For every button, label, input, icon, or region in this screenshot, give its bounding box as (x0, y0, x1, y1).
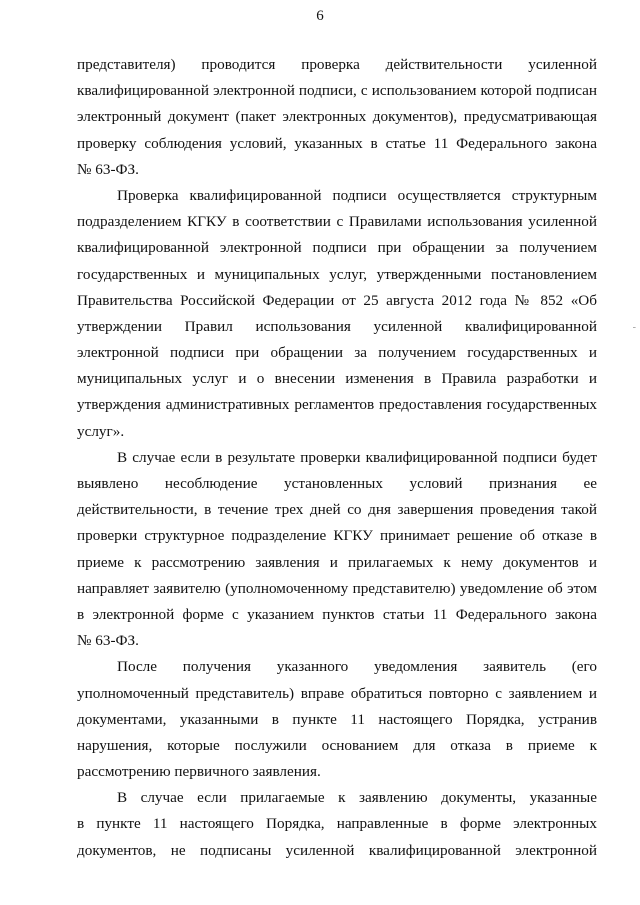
paragraph-verification-procedure (77, 183, 597, 445)
text-line: проверку соблюдения условий, указанных в статье 11 Федерального закона (77, 134, 597, 152)
text-line: нарушения, которые послужили основанием для отказа в приеме к (77, 736, 597, 754)
text-line: электронный документ (пакет электронных документов), предусматривающая (77, 108, 597, 126)
text-line: квалифицированной электронной подписи при обращении за получением (77, 239, 597, 257)
paragraph-unsigned-documents (77, 785, 597, 864)
text-line: государственных и муниципальных услуг, утвержденными постановлением (77, 265, 597, 283)
text-line: электронной подписи при обращении за получением государственных и (77, 344, 597, 362)
text-line: В случае если прилагаемые к заявлению документы, указанные (117, 789, 597, 807)
text-line: услуг». (77, 422, 125, 440)
text-line: в электронной форме с указанием пунктов статьи 11 Федерального закона (77, 605, 597, 623)
text-line: в пункте 11 настоящего Порядка, направленные в форме электронных (77, 815, 597, 833)
document-body (77, 52, 597, 864)
text-line: документов, не подписаны усиленной квалифицированной электронной (77, 841, 597, 859)
text-line: муниципальных услуг и о внесении изменения в Правила разработки и (77, 370, 597, 388)
text-line: После получения указанного уведомления заявитель (его (117, 658, 597, 676)
text-line: подразделением КГКУ в соответствии с Правилами использования усиленной (77, 213, 597, 231)
text-line: № 63-ФЗ. (77, 160, 139, 178)
text-line: рассмотрению первичного заявления. (77, 763, 321, 781)
text-line: документами, указанными в пункте 11 настоящего Порядка, устранив (77, 710, 597, 728)
text-line: квалифицированной электронной подписи, с использованием которой подписан (77, 82, 597, 100)
paragraph-refusal-notice (77, 445, 597, 655)
text-line: утверждении Правил использования усиленной квалифицированной (77, 317, 597, 335)
text-line: уполномоченный представитель) вправе обратиться повторно с заявлением и (77, 684, 597, 702)
page-number: 6 (316, 8, 324, 24)
text-line: В случае если в результате проверки квалифицированной подписи будет (117, 448, 597, 466)
paragraph-reapplication (77, 654, 597, 785)
paragraph-signature-verification (77, 52, 597, 183)
text-line: № 63-ФЗ. (77, 632, 139, 650)
text-line: проверки структурное подразделение КГКУ принимает решение об отказе в (77, 527, 597, 545)
margin-scan-mark: - (632, 322, 636, 333)
text-line: выявлено несоблюдение установленных условий признания ее (77, 475, 597, 492)
text-line: представителя) проводится проверка действительности усиленной (77, 56, 597, 73)
text-line: приеме к рассмотрению заявления и прилагаемых к нему документов и (77, 553, 597, 571)
text-line: Проверка квалифицированной подписи осуществляется структурным (117, 186, 597, 204)
text-line: направляет заявителю (уполномоченному представителю) уведомление об этом (77, 579, 597, 597)
text-line: утверждения административных регламентов предоставления государственных (77, 396, 597, 414)
text-line: действительности, в течение трех дней со дня завершения проведения такой (77, 501, 597, 519)
text-line: Правительства Российской Федерации от 25 августа 2012 года № 852 «Об (77, 291, 597, 309)
